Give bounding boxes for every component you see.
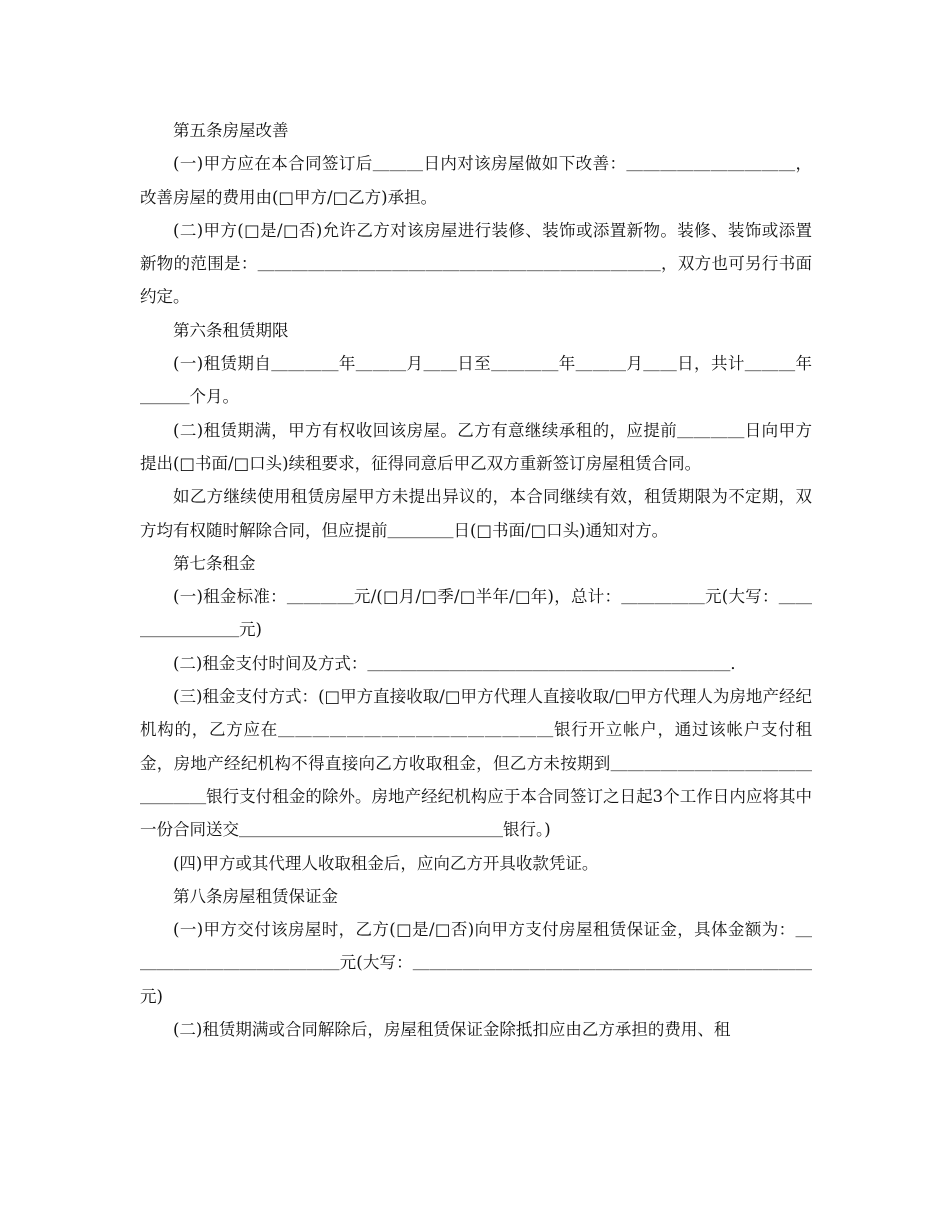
article-7-clause-2: (二)租金支付时间及方式：＿＿＿＿＿＿＿＿＿＿＿＿＿＿＿＿＿＿＿＿＿＿． [173, 653, 747, 673]
contract-page [140, 114, 812, 1046]
article-6-heading: 第六条租赁期限 [173, 320, 289, 340]
article-6-clause-3: 如乙方继续使用租赁房屋甲方未提出异议的，本合同继续有效，租赁期限为不定期，双方均有权随时解除合同，但应提前＿＿＿＿日(□书面/□口头)通知对方。 [140, 487, 812, 540]
article-7-heading: 第七条租金 [173, 553, 256, 573]
article-8-clause-1: (一)甲方交付该房屋时，乙方(□是/□否)向甲方支付房屋租赁保证金，具体金额为：＿＿＿＿＿＿＿＿＿＿＿＿＿元(大写：＿＿＿＿＿＿＿＿＿＿＿＿＿＿＿＿＿＿＿＿＿＿＿＿元) [140, 920, 812, 1006]
article-5-clause-1: (一)甲方应在本合同签订后＿＿＿日内对该房屋做如下改善：＿＿＿＿＿＿＿＿＿＿，改善房屋的费用由(□甲方/□乙方)承担。 [140, 154, 812, 207]
article-8-clause-2: (二)租赁期满或合同解除后，房屋租赁保证金除抵扣应由乙方承担的费用、租 [173, 1020, 731, 1040]
article-5-heading: 第五条房屋改善 [173, 121, 289, 140]
article-7-clause-4: (四)甲方或其代理人收取租金后，应向乙方开具收款凭证。 [173, 853, 599, 873]
article-7-clause-3: (三)租金支付方式：(□甲方直接收取/□甲方代理人直接收取/□甲方代理人为房地产经纪机构的，乙方应在＿＿＿＿＿＿＿＿＿＿＿＿＿＿＿＿银行开立帐户，通过该帐户支付租金，房地产经纪机构不得直接向乙方收取租金，但乙方未按期到＿＿＿＿＿＿＿＿＿＿＿＿＿＿＿＿银行支付租金的除外。房地产经纪机构应于本合同签订之日起3个工作日内应将其中一份合同送交＿＿＿＿＿＿＿＿＿＿＿＿＿＿＿＿银行。) [140, 687, 812, 840]
article-8-heading: 第八条房屋租赁保证金 [173, 886, 338, 906]
article-6-clause-1: (一)租赁期自＿＿＿＿年＿＿＿月＿＿日至＿＿＿＿年＿＿＿月＿＿日，共计＿＿＿年＿＿＿个月。 [140, 354, 812, 407]
article-7-clause-1: (一)租金标准：＿＿＿＿元/(□月/□季/□半年/□年)，总计：＿＿＿＿＿元(大写：＿＿＿＿＿＿＿＿元) [140, 587, 812, 640]
article-5-clause-2: (二)甲方(□是/□否)允许乙方对该房屋进行装修、装饰或添置新物。装修、装饰或添置新物的范围是：＿＿＿＿＿＿＿＿＿＿＿＿＿＿＿＿＿＿＿＿＿＿＿＿，双方也可另行书面约定。 [140, 220, 812, 307]
article-6-clause-2: (二)租赁期满，甲方有权收回该房屋。乙方有意继续承租的，应提前＿＿＿＿日向甲方提出(□书面/□口头)续租要求，征得同意后甲乙双方重新签订房屋租赁合同。 [140, 420, 812, 473]
